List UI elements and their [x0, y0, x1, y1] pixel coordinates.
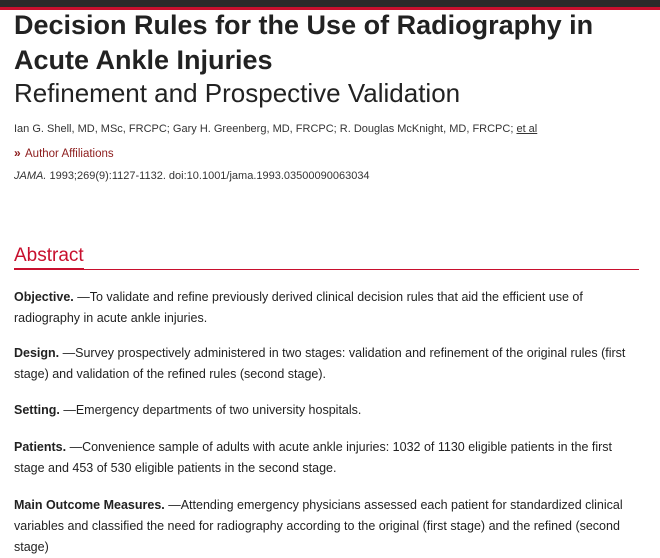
- abstract-heading: Abstract: [14, 245, 84, 266]
- abstract-section-patients: [14, 437, 640, 479]
- section-text: —Survey prospectively administered in two stages: validation and refinement of the original rules (first stage) and validation of the refined rules (second stage).: [14, 346, 626, 381]
- abstract-section-main-outcome-measures: [14, 495, 640, 558]
- article-title: Decision Rules for the Use of Radiography in Acute Ankle Injuries: [14, 10, 594, 75]
- section-text: —Attending emergency physicians assessed each patient for standardized clinical variables and classified the need for radiography according to the original (first stage) and the refined (second stage): [14, 498, 623, 554]
- abstract-section-setting: [14, 400, 640, 421]
- citation-details: 1993;269(9):1127-1132. doi:10.1001/jama.1993.03500090063034: [46, 170, 370, 182]
- double-chevron-right-icon: »: [14, 146, 21, 160]
- author-names: Ian G. Shell, MD, MSc, FRCPC; Gary H. Greenberg, MD, FRCPC; R. Douglas McKnight, MD, FRCPC;: [14, 123, 517, 135]
- author-list: [14, 121, 537, 137]
- section-text: —To validate and refine previously derived clinical decision rules that aid the efficient use of radiography in acute ankle injuries.: [14, 290, 583, 325]
- section-label: Main Outcome Measures.: [14, 498, 165, 512]
- abstract-section-design: [14, 343, 640, 385]
- abstract-divider-accent: [14, 268, 84, 270]
- section-label: Design.: [14, 346, 60, 360]
- top-bar: [0, 0, 660, 7]
- author-affiliations-label: Author Affiliations: [25, 148, 114, 160]
- section-text: —Convenience sample of adults with acute ankle injuries: 1032 of 1130 eligible patients in the first stage and 453 of 530 eligible patients in the second stage.: [14, 440, 613, 475]
- section-label: Setting.: [14, 403, 60, 417]
- section-label: Objective.: [14, 290, 74, 304]
- et-al-link[interactable]: et al: [516, 123, 538, 135]
- section-text: —Emergency departments of two university hospitals.: [59, 403, 362, 417]
- citation-journal: JAMA.: [14, 170, 47, 182]
- abstract-divider: [14, 269, 639, 270]
- author-affiliations-toggle[interactable]: [14, 145, 114, 162]
- section-label: Patients.: [14, 440, 67, 454]
- article-subtitle: Refinement and Prospective Validation: [14, 78, 461, 108]
- abstract-section-objective: [14, 287, 640, 329]
- citation: [14, 168, 370, 184]
